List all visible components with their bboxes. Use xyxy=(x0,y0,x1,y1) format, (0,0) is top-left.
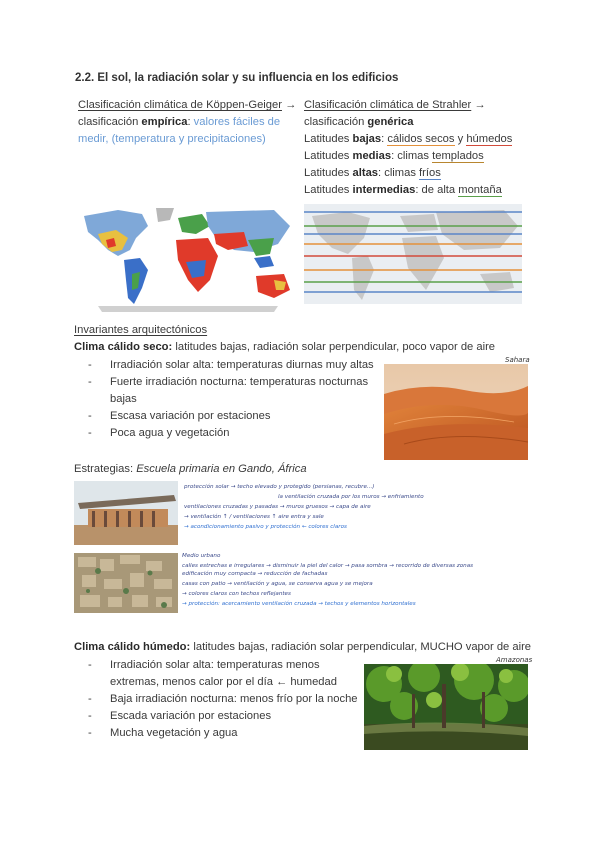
colon: : xyxy=(381,133,388,145)
lat-mid-temperate: templados xyxy=(432,150,484,162)
arrow-icon: → xyxy=(474,99,486,111)
dry-title-bold: Clima cálido seco: xyxy=(74,341,173,353)
humid-climate-title xyxy=(74,639,531,656)
list-item: Poca agua y vegetación xyxy=(110,427,230,439)
dash: - xyxy=(88,727,92,739)
lat-label: Latitudes xyxy=(304,150,353,162)
note-text: protección solar → techo elevado y protegido (persianas, recubre...) xyxy=(184,484,375,490)
strategies-line xyxy=(74,461,307,478)
lat-low-humid: húmedos xyxy=(466,133,513,145)
koppen-colon: : xyxy=(187,116,191,128)
note-line xyxy=(184,524,524,534)
note-text: → protección: acercamiento ventilación cruzada → techos y elementos horizontales xyxy=(182,601,416,607)
note-line xyxy=(182,601,528,611)
lat-high-cold: fríos xyxy=(419,167,441,179)
invariants-heading: Invariantes arquitectónicos xyxy=(74,324,208,336)
lat-label: Latitudes xyxy=(304,133,353,145)
lat-low: bajas xyxy=(352,133,382,145)
note-line xyxy=(182,581,528,591)
dash: - xyxy=(88,693,92,705)
list-item: Fuerte irradiación nocturna: temperaturas nocturnas xyxy=(110,376,369,388)
sahara-label: Sahara xyxy=(505,356,530,364)
strahler-world-map xyxy=(304,204,522,304)
note-line xyxy=(184,494,524,504)
colon: : climas xyxy=(378,167,420,179)
list-item: Irradiación solar alta: temperaturas menos xyxy=(110,659,320,671)
urban-satellite-photo xyxy=(74,553,178,613)
note-text: edificación muy compacta → reducción de fachadas xyxy=(182,571,328,577)
lat-label: Latitudes xyxy=(304,184,353,196)
lat-label: Latitudes xyxy=(304,167,353,179)
list-item: Mucha vegetación y agua xyxy=(110,727,238,739)
koppen-heading: Clasificación climática de Köppen-Geiger xyxy=(78,99,282,111)
strahler-block xyxy=(304,97,512,199)
colon: : de alta xyxy=(415,184,459,196)
humid-title-bold: Clima cálido húmedo: xyxy=(74,641,191,653)
list-item: Irradiación solar alta: temperaturas diurnas muy altas xyxy=(110,359,374,371)
amazonas-photo xyxy=(364,664,528,750)
koppen-blue-text-2: medir, (temperatura y precipitaciones) xyxy=(78,133,266,145)
lat-high: altas xyxy=(352,167,379,179)
dry-list xyxy=(88,357,374,442)
sahara-photo xyxy=(384,364,528,460)
lat-inter-mountain: montaña xyxy=(458,184,502,196)
handwritten-notes-top xyxy=(184,484,524,534)
koppen-world-map xyxy=(78,204,296,312)
gando-school-photo xyxy=(74,481,178,545)
note-line xyxy=(184,504,524,514)
dash: - xyxy=(88,659,92,671)
list-item: Escada variación por estaciones xyxy=(110,710,272,722)
note-line xyxy=(184,484,524,494)
note-line xyxy=(182,571,528,581)
note-text: calles estrechas e irregulares → disminuir la piel del calor → pasa sombra → recorrido de diversas zonas xyxy=(182,563,474,569)
dash: - xyxy=(88,376,92,388)
strahler-bold: genérica xyxy=(367,116,414,128)
dash: - xyxy=(88,410,92,422)
note-line xyxy=(184,514,524,524)
list-item: Baja irradiación nocturna: menos frío por la noche xyxy=(110,693,358,705)
note-text: → ventilación ↑ / ventilaciones ↑ aire entra y sale xyxy=(184,514,324,520)
koppen-block xyxy=(78,97,296,148)
dry-desc: latitudes bajas, radiación solar perpendicular, poco vapor de aire xyxy=(172,341,496,353)
dash: - xyxy=(88,427,92,439)
note-text: → colores claros con techos reflejantes xyxy=(182,591,291,597)
humid-desc: latitudes bajas, radiación solar perpendicular, MUCHO vapor de aire xyxy=(190,641,532,653)
note-line xyxy=(182,591,528,601)
lat-mid: medias xyxy=(352,150,392,162)
note-text: ventilaciones cruzadas y pasadas → muros gruesos → capa de aire xyxy=(184,504,371,510)
strategies-italic: Escuela primaria en Gando, África xyxy=(136,463,307,475)
strahler-heading: Clasificación climática de Strahler xyxy=(304,99,472,111)
lat-low-dry: cálidos secos xyxy=(387,133,455,145)
note-text: → acondicionamiento pasivo y protección ← colores claros xyxy=(184,524,347,530)
note-line xyxy=(182,553,528,563)
handwritten-notes-bottom xyxy=(182,553,528,611)
lat-inter: intermedias xyxy=(352,184,416,196)
amazonas-label: Amazonas xyxy=(496,656,533,664)
section-title: 2.2. El sol, la radiación solar y su influencia en los edificios xyxy=(75,72,399,84)
strategies-label: Estrategias: xyxy=(74,463,137,475)
note-text: la ventilación cruzada por los muros → enfriamiento xyxy=(278,494,424,500)
koppen-blue-text: valores fáciles de xyxy=(190,116,281,128)
koppen-text: clasificación xyxy=(78,116,142,128)
arrow-icon: → xyxy=(285,99,297,111)
note-text: casas con patio → ventilación y agua, se conserva agua y se mejora xyxy=(182,581,373,587)
note-line xyxy=(182,563,528,571)
conj: y xyxy=(454,133,467,145)
note-text: Medio urbano xyxy=(182,553,221,559)
colon: : climas xyxy=(391,150,433,162)
list-item-cont: bajas xyxy=(110,393,137,405)
koppen-bold: empírica xyxy=(141,116,188,128)
humid-list xyxy=(88,657,358,742)
list-item-cont: extremas, menos calor por el día ← humedad xyxy=(110,676,337,688)
dry-climate-title xyxy=(74,339,495,356)
dash: - xyxy=(88,359,92,371)
list-item: Escasa variación por estaciones xyxy=(110,410,271,422)
strahler-text: clasificación xyxy=(304,116,368,128)
dash: - xyxy=(88,710,92,722)
